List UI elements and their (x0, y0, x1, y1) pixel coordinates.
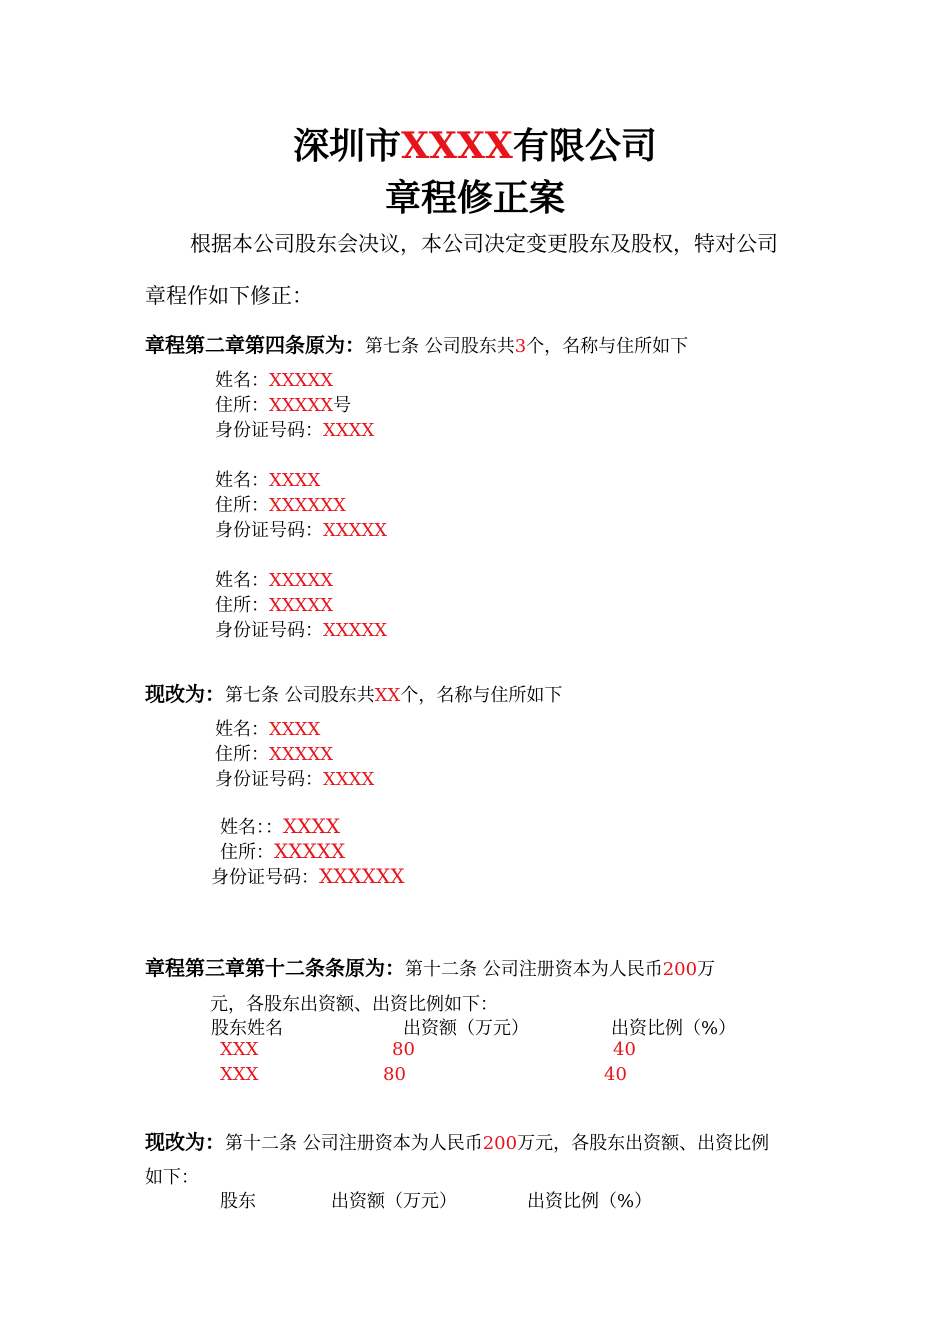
s2-shareholder-1-id: 身份证号码：XXXX (215, 769, 375, 790)
section4-heading: 现改为： (145, 1130, 225, 1154)
s1-shareholder-3-address: 住所：XXXXX (215, 595, 334, 616)
section2-heading: 现改为： (145, 682, 225, 706)
section4-text-post: 万元，各股东出资额、出资比例 (517, 1133, 770, 1154)
s1-shareholder-2-address: 住所：XXXXXX (215, 495, 346, 516)
s1-shareholder-2-name: 姓名：XXXX (215, 470, 321, 491)
section4-text-pre: 第十二条 公司注册资本为人民币 (225, 1133, 483, 1154)
s3-header-name: 股东姓名 (211, 1018, 283, 1039)
s1-shareholder-3-name: 姓名：XXXXX (215, 570, 334, 591)
section4-heading-line (145, 1126, 769, 1155)
s4-header-amount: 出资额（万元） (331, 1191, 457, 1212)
s1-shareholder-3-id: 身份证号码：XXXXX (215, 620, 388, 641)
section2-text-pre: 第七条 公司股东共 (225, 685, 375, 706)
section1-count: 3 (514, 336, 527, 357)
s3-row-1-ratio: 40 (613, 1039, 636, 1060)
section3-text-post: 万 (697, 959, 716, 980)
s4-header-ratio: 出资比例（%） (527, 1191, 653, 1212)
s2-shareholder-2-name: 姓名：：XXXX (220, 814, 340, 838)
s4-header-name: 股东 (220, 1191, 256, 1212)
section3-text-pre: 第十二条 公司注册资本为人民币 (405, 959, 663, 980)
s1-shareholder-1-name: 姓名：XXXXX (215, 370, 334, 391)
s3-row-2-ratio: 40 (604, 1064, 627, 1085)
s1-shareholder-1-address: 住所：XXXXX号 (215, 395, 352, 416)
title-prefix: 深圳市 (293, 125, 402, 167)
section1-heading-line (145, 329, 688, 358)
section4-amount: 200 (482, 1133, 518, 1154)
section2-heading-line (145, 678, 562, 707)
s3-row-2-name: XXX (220, 1064, 259, 1085)
document-title (0, 118, 950, 169)
title-suffix: 有限公司 (512, 125, 657, 167)
section4-line-2: 如下： (145, 1167, 199, 1188)
s3-header-ratio: 出资比例（%） (611, 1018, 737, 1039)
intro-line-1: 根据本公司股东会决议，本公司决定变更股东及股权，特对公司 (190, 232, 778, 256)
intro-line-2: 章程作如下修正： (145, 284, 313, 308)
s2-shareholder-2-id: 身份证号码：XXXXXX (211, 864, 405, 888)
document-subtitle: 章程修正案 (384, 177, 565, 219)
s1-shareholder-2-id: 身份证号码：XXXXX (215, 520, 388, 541)
section1-text-post: 个，名称与住所如下 (526, 336, 689, 357)
section3-line-2: 元，各股东出资额、出资比例如下： (210, 994, 498, 1015)
section3-heading: 章程第三章第十二条条原为： (145, 956, 405, 980)
section2-count: XX (374, 685, 401, 706)
s3-row-1-name: XXX (220, 1039, 259, 1060)
s2-shareholder-2-address: 住所：XXXXX (220, 839, 346, 863)
section3-heading-line (145, 952, 715, 981)
section1-text-pre: 第七条 公司股东共 (365, 336, 515, 357)
section3-amount: 200 (662, 959, 698, 980)
section2-text-post: 个，名称与住所如下 (400, 685, 563, 706)
s2-shareholder-1-name: 姓名：XXXX (215, 719, 321, 740)
s3-header-amount: 出资额（万元） (403, 1018, 529, 1039)
s2-shareholder-1-address: 住所：XXXXX (215, 744, 334, 765)
s3-row-2-amount: 80 (383, 1064, 406, 1085)
title-company-placeholder: XXXX (401, 125, 513, 167)
s1-shareholder-1-id: 身份证号码：XXXX (215, 420, 375, 441)
s3-row-1-amount: 80 (392, 1039, 415, 1060)
section1-heading: 章程第二章第四条原为： (145, 333, 365, 357)
